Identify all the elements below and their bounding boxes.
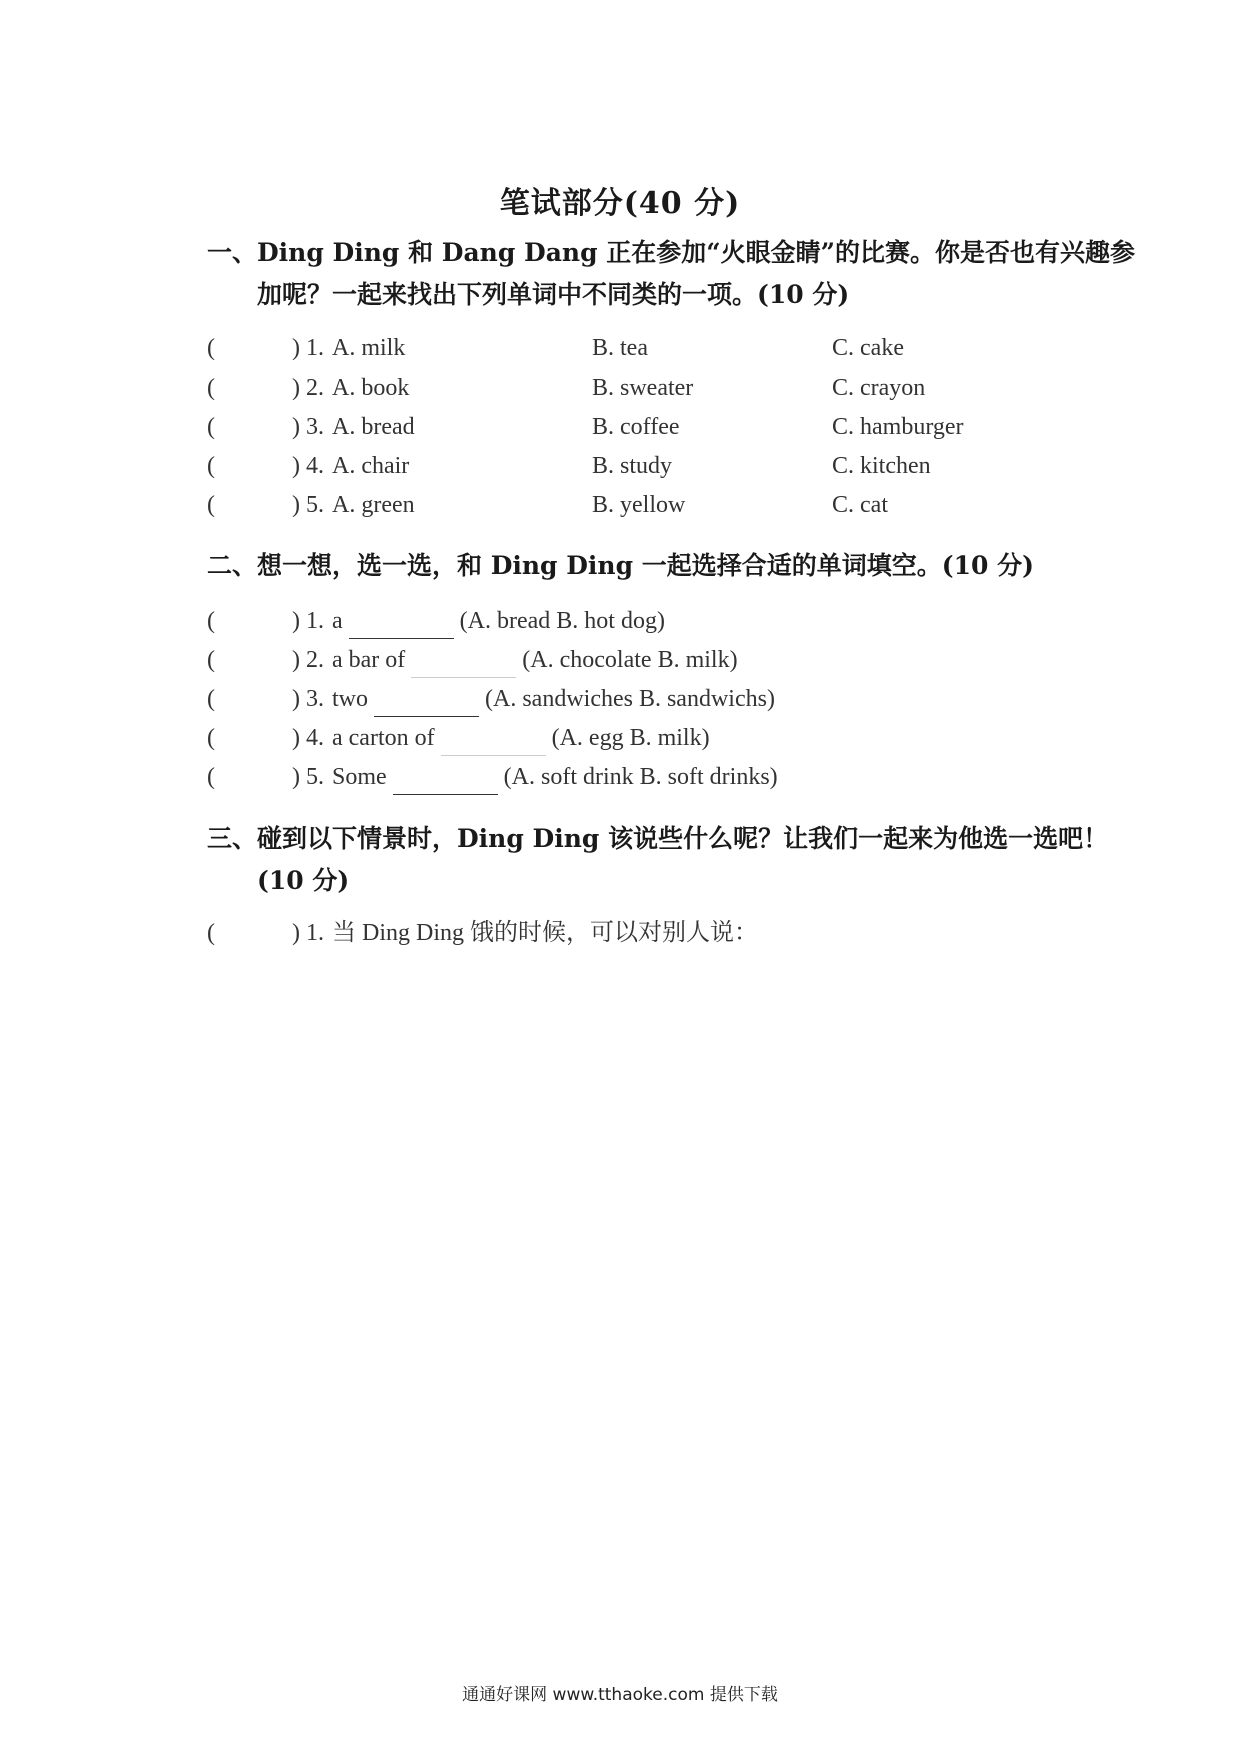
option-c: C. hamburger [832,414,964,440]
option-c: C. cat [832,492,888,518]
s2-question-1 [207,603,1107,639]
stem-text: a bar of [332,647,406,673]
section3-heading-line2: (10 分) [257,866,350,895]
option-a: A. bread [332,414,415,440]
answer-paren[interactable]: ( [207,686,215,712]
answer-paren[interactable]: ( [207,764,215,790]
answer-paren[interactable]: ( [207,647,215,673]
option-c: C. kitchen [832,453,931,479]
question-stem [332,642,738,678]
option-a: A. book [332,375,410,401]
option-a: A. green [332,492,415,518]
answer-paren[interactable]: ( [207,375,215,401]
question-number: ) 2. [292,375,324,401]
stem-text: a carton of [332,725,435,751]
choice-text: (A. bread B. hot dog) [459,608,665,634]
choice-text: (A. sandwiches B. sandwichs) [485,686,775,712]
answer-paren[interactable]: ( [207,608,215,634]
section3-heading [207,818,1108,902]
fill-blank[interactable] [374,688,479,717]
section2-heading-text: 二、想一想，选一选，和 Ding Ding 一起选择合适的单词填空。(10 分) [207,551,1034,580]
answer-paren[interactable]: ( [207,453,215,479]
question-number: ) 4. [292,453,324,479]
option-a: A. chair [332,453,410,479]
option-b: B. yellow [592,492,686,518]
fill-blank[interactable] [393,766,498,795]
choice-text: (A. chocolate B. milk) [522,647,738,673]
answer-paren[interactable]: ( [207,335,215,361]
question-number: ) 2. [292,647,324,673]
answer-paren[interactable]: ( [207,492,215,518]
s3-question-1 [207,915,1107,951]
option-b: B. coffee [592,414,680,440]
fill-blank[interactable] [411,649,516,678]
section1-heading [207,232,1135,316]
choice-text: (A. egg B. milk) [551,725,710,751]
s2-question-5 [207,759,1107,795]
option-b: B. tea [592,335,648,361]
question-stem: 当 Ding Ding 饿的时候，可以对别人说： [332,920,758,946]
s1-question-5 [207,487,1107,523]
stem-text: a [332,608,343,634]
s2-question-4 [207,720,1107,756]
option-b: B. study [592,453,673,479]
question-number: ) 4. [292,725,324,751]
fill-blank[interactable] [349,610,454,639]
question-number: ) 3. [292,686,324,712]
s1-question-4 [207,448,1107,484]
s1-question-2 [207,370,1107,406]
question-stem [332,681,775,717]
question-stem [332,759,778,795]
option-c: C. cake [832,335,904,361]
question-number: ) 1. [292,920,324,946]
option-c: C. crayon [832,375,926,401]
fill-blank[interactable] [441,727,546,756]
question-number: ) 3. [292,414,324,440]
choice-text: (A. soft drink B. soft drinks) [503,764,778,790]
s1-question-1 [207,330,1107,366]
question-number: ) 5. [292,764,324,790]
section2-heading [207,545,1034,587]
option-a: A. milk [332,335,406,361]
answer-paren[interactable]: ( [207,920,215,946]
footer-credit: 通通好课网 www.tthaoke.com 提供下载 [462,1685,778,1705]
page-title: 笔试部分(40 分) [499,186,741,221]
stem-text: Some [332,764,387,790]
option-b: B. sweater [592,375,694,401]
section3-heading-line1: 三、碰到以下情景时，Ding Ding 该说些什么呢？让我们一起来为他选一选吧！ [207,824,1109,853]
section1-heading-line1: 一、Ding Ding 和 Dang Dang 正在参加“火眼金睛”的比赛。你是否也有兴趣参 [207,238,1136,267]
question-number: ) 1. [292,335,324,361]
question-number: ) 1. [292,608,324,634]
answer-paren[interactable]: ( [207,725,215,751]
question-stem [332,603,665,639]
stem-text: two [332,686,368,712]
s2-question-3 [207,681,1107,717]
s2-question-2 [207,642,1107,678]
question-stem [332,720,710,756]
question-number: ) 5. [292,492,324,518]
s1-question-3 [207,409,1107,445]
section1-heading-line2: 加呢？一起来找出下列单词中不同类的一项。(10 分) [257,280,850,309]
answer-paren[interactable]: ( [207,414,215,440]
